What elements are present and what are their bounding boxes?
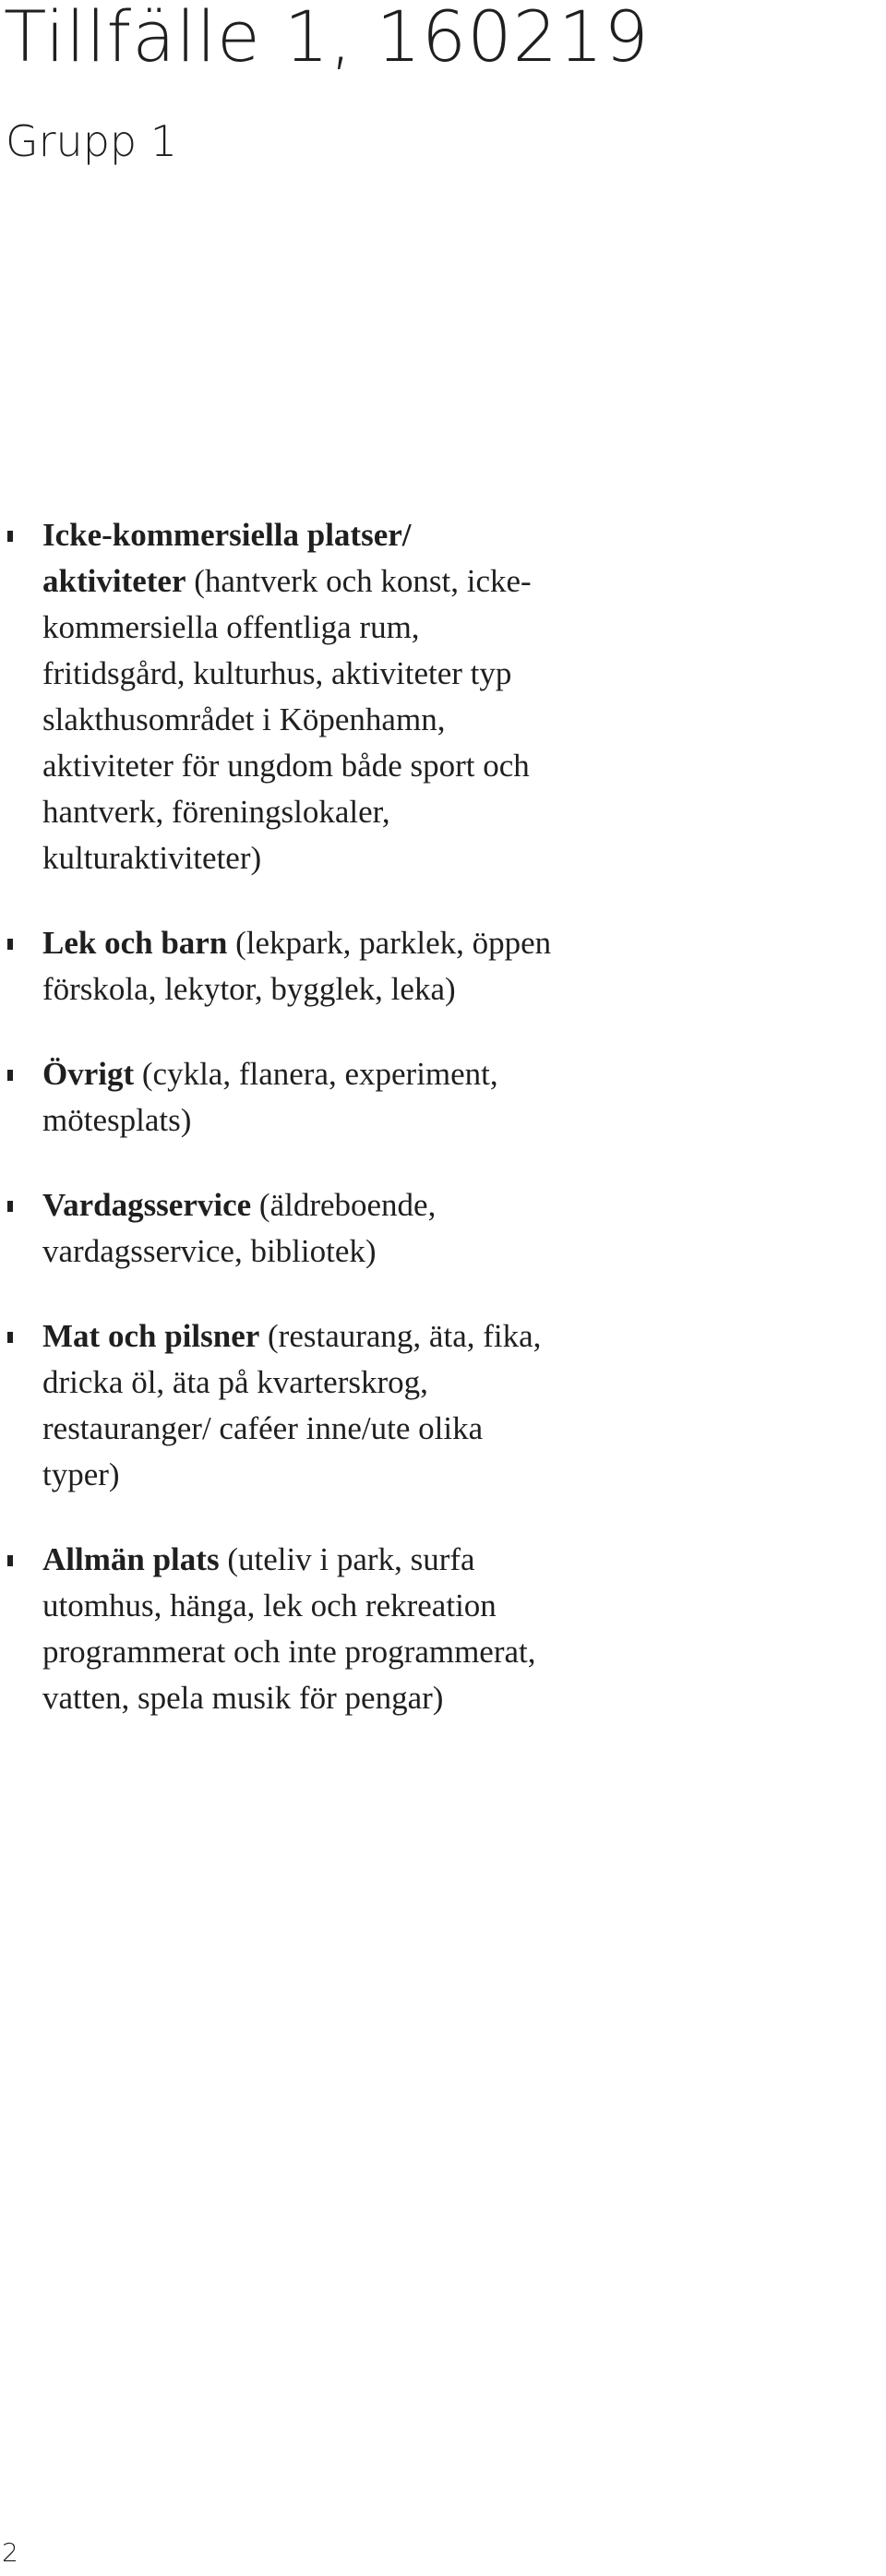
item-text: (hantverk och konst, icke-kommersiella offentliga rum, fritidsgård, kulturhus, aktiviteter typ slakthusområdet i Köpenhamn, aktiviteter för ungdom både sport och hantverk, föreningslokaler, kulturaktiviteter) — [42, 563, 532, 876]
list-item — [0, 1182, 554, 1275]
bullet-marker — [7, 1555, 13, 1566]
bullet-marker — [7, 1201, 13, 1212]
list-item — [0, 512, 554, 881]
bullet-marker — [7, 531, 13, 542]
item-label: Vardagsservice — [42, 1187, 252, 1223]
bullet-marker — [7, 1070, 13, 1081]
item-label: Lek och barn — [42, 925, 228, 961]
item-text: (restaurang, äta, fika, dricka öl, äta på kvarterskrog, restauranger/ caféer inne/ute olika typer) — [42, 1318, 542, 1492]
bullet-list — [0, 512, 554, 1760]
item-label: Övrigt — [42, 1056, 135, 1092]
page-title: Tillfälle 1, 160219 — [4, 0, 650, 78]
list-item — [0, 1051, 554, 1144]
list-item — [0, 920, 554, 1012]
item-label: Allmän plats — [42, 1541, 220, 1577]
list-item — [0, 1537, 554, 1721]
bullet-marker — [7, 939, 13, 950]
page-number: 2 — [2, 2537, 18, 2568]
item-text: (uteliv i park, surfa utomhus, hänga, lek och rekreation programmerat och inte programmerat, vatten, spela musik för pengar) — [42, 1541, 536, 1716]
item-text: (lekpark, parklek, öppen förskola, lekytor, bygglek, leka) — [42, 925, 552, 1007]
item-text: (äldreboende, vardagsservice, bibliotek) — [42, 1187, 437, 1269]
item-label: Mat och pilsner — [42, 1318, 260, 1354]
item-text: (cykla, flanera, experiment, mötesplats) — [42, 1056, 498, 1138]
bullet-marker — [7, 1332, 13, 1343]
item-label: Icke-kommersiella platser/ aktiviteter — [42, 517, 412, 599]
list-item — [0, 1313, 554, 1498]
page-subtitle: Grupp 1 — [6, 116, 177, 166]
